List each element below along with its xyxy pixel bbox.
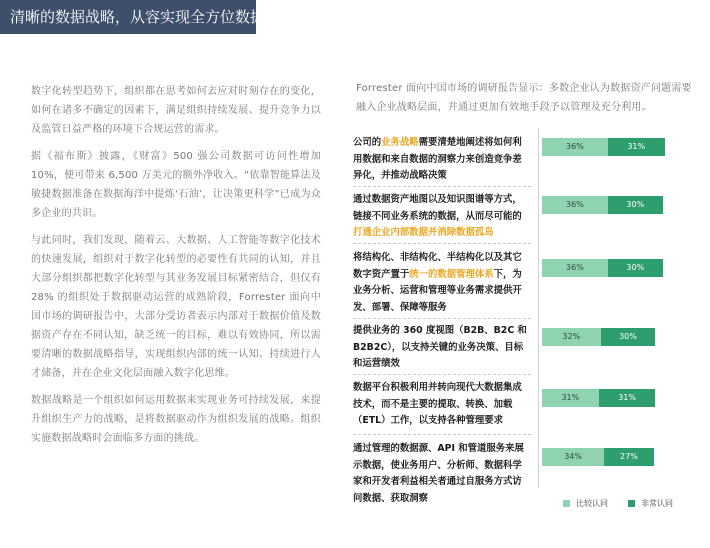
chart-legend: [563, 498, 673, 509]
statement-highlight: 统一的数据管理体系: [409, 268, 494, 280]
bar-row: [542, 328, 655, 346]
paragraph: 与此同时，我们发现，随着云、大数据、人工智能等数字化技术的快速发展，组织对于数字化转型的必要性有共同的认知，并且大部分组织都把数字化转型与其业务发展目标紧密结合，但仅有 28% 的组织处于数据驱动运营的成熟阶段，Forrester 面向中国市场的调研报告中，大部分受访者表示内部对于数据价值及数据资产存在不同认知，缺乏统一的目标，难以有效协同，所以需要清晰的数据战略指导，实现组织内部的统一认知、持续进行人才储备，并在企业文化层面融入数字化思维。: [31, 235, 321, 379]
statement-text: 数据平台积极利用并转向现代大数据集成技术，而不是主要的提取、转换、加载（ETL）工作，以支持各种管理要求: [353, 382, 522, 426]
survey-intro: Forrester 面向中国市场的调研报告显示：多数企业认为数据资产问题需要融入企业战略层面，并通过更加有效地手段予以管理及充分利用。: [356, 83, 692, 113]
statement-text: 提供业务的 360 度视图（B2B、B2C 和 B2B2C），以支持关键的业务决策、目标和运营绩效: [353, 325, 527, 369]
bar-segment-strongly-agree: [608, 259, 663, 277]
divider: [353, 434, 531, 435]
statement-text: 下，为业务分析、运营和管理等业务需求提供开发、部署、保障等服务: [353, 268, 522, 313]
statement-text: 通过数据资产地图以及知识图谱等方式，链接不同业务系统的数据，从而尽可能的: [353, 194, 522, 222]
bar-segment-agree: [542, 196, 608, 214]
statement-highlight: 打通企业内部数据并消除数据孤岛: [353, 227, 494, 238]
bar-row: [542, 138, 665, 156]
bar-segment-agree: [542, 328, 601, 346]
legend-label: 非常认同: [641, 499, 673, 508]
bar-row: [542, 259, 663, 277]
legend-item: [563, 498, 608, 509]
statement-4: [353, 323, 531, 373]
data-label: 31%: [618, 393, 636, 402]
statement-1: [353, 135, 531, 185]
legend-swatch: [563, 500, 570, 507]
data-label: 30%: [626, 200, 645, 209]
data-label: 30%: [619, 332, 637, 341]
bar-segment-agree: [542, 138, 608, 156]
bar-segment-agree: [542, 448, 604, 466]
divider: [353, 318, 531, 319]
statement-3: [353, 250, 531, 316]
data-label: 34%: [564, 452, 582, 461]
data-label: 36%: [566, 142, 584, 151]
data-label: 32%: [562, 332, 581, 341]
statement-6: [353, 441, 531, 507]
divider: [353, 243, 531, 244]
bar-row: [542, 389, 655, 407]
data-label: 36%: [566, 200, 584, 209]
paragraph: 数字化转型趋势下，组织都在思考如何去应对时刻存在的变化，如何在诸多不确定的因素下，满足组织持续发展、提升竞争力以及监管日益严格的环境下合规运营的需求。: [31, 86, 321, 135]
left-text-column: [31, 82, 321, 456]
legend-item: [628, 498, 673, 509]
statement-text: 通过管理的数据源、API 和管道服务来展示数据，使业务用户、分析师、数据科学家和开发者利益相关者通过自服务方式访问数据、获取洞察: [353, 443, 524, 504]
statement-5: [353, 380, 531, 430]
data-label: 31%: [561, 393, 580, 402]
data-label: 31%: [627, 142, 646, 151]
page-title: 清晰的数据战略，从容实现全方位数据驱动: [0, 0, 256, 34]
divider: [353, 374, 531, 375]
agreement-bar-chart: [532, 128, 692, 518]
bar-segment-strongly-agree: [604, 448, 653, 466]
bar-segment-strongly-agree: [599, 389, 656, 407]
statement-highlight: 业务战略: [381, 137, 419, 148]
data-label: 27%: [620, 452, 638, 461]
statement-2: [353, 192, 531, 242]
bar-segment-agree: [542, 389, 599, 407]
bar-row: [542, 196, 663, 214]
bar-segment-strongly-agree: [601, 328, 656, 346]
bar-row: [542, 448, 654, 466]
legend-label: 比较认同: [576, 499, 608, 508]
bar-segment-strongly-agree: [608, 138, 665, 156]
statement-text: 需要清楚地阐述将如何利用数据和来自数据的洞察力来创造竞争差异化，并推动战略决策: [353, 137, 522, 181]
paragraph: 数据战略是一个组织如何运用数据来实现业务可持续发展，来提升组织生产力的战略，是将数据驱动作为组织发展的战略。组织实施数据战略时会面临多方面的挑战。: [31, 395, 321, 444]
statement-text: 将结构化、非结构化、半结构化以及其它数字资产置于: [353, 252, 522, 280]
bar-segment-strongly-agree: [608, 196, 663, 214]
chart-axis: [538, 128, 539, 488]
bar-segment-agree: [542, 259, 608, 277]
data-label: 36%: [566, 263, 584, 272]
divider: [353, 186, 531, 187]
statement-text: 公司的: [353, 137, 382, 148]
legend-swatch: [628, 500, 635, 507]
data-label: 30%: [626, 263, 645, 272]
paragraph: 据《福布斯》披露，《财富》500 强公司数据可访问性增加 10%，便可带来 6,500 万美元的额外净收入。“依靠智能算法及敏捷数据准备在数据海洋中提炼‘石油’，让决策更科学”已成为众多企业的共识。: [31, 151, 321, 219]
